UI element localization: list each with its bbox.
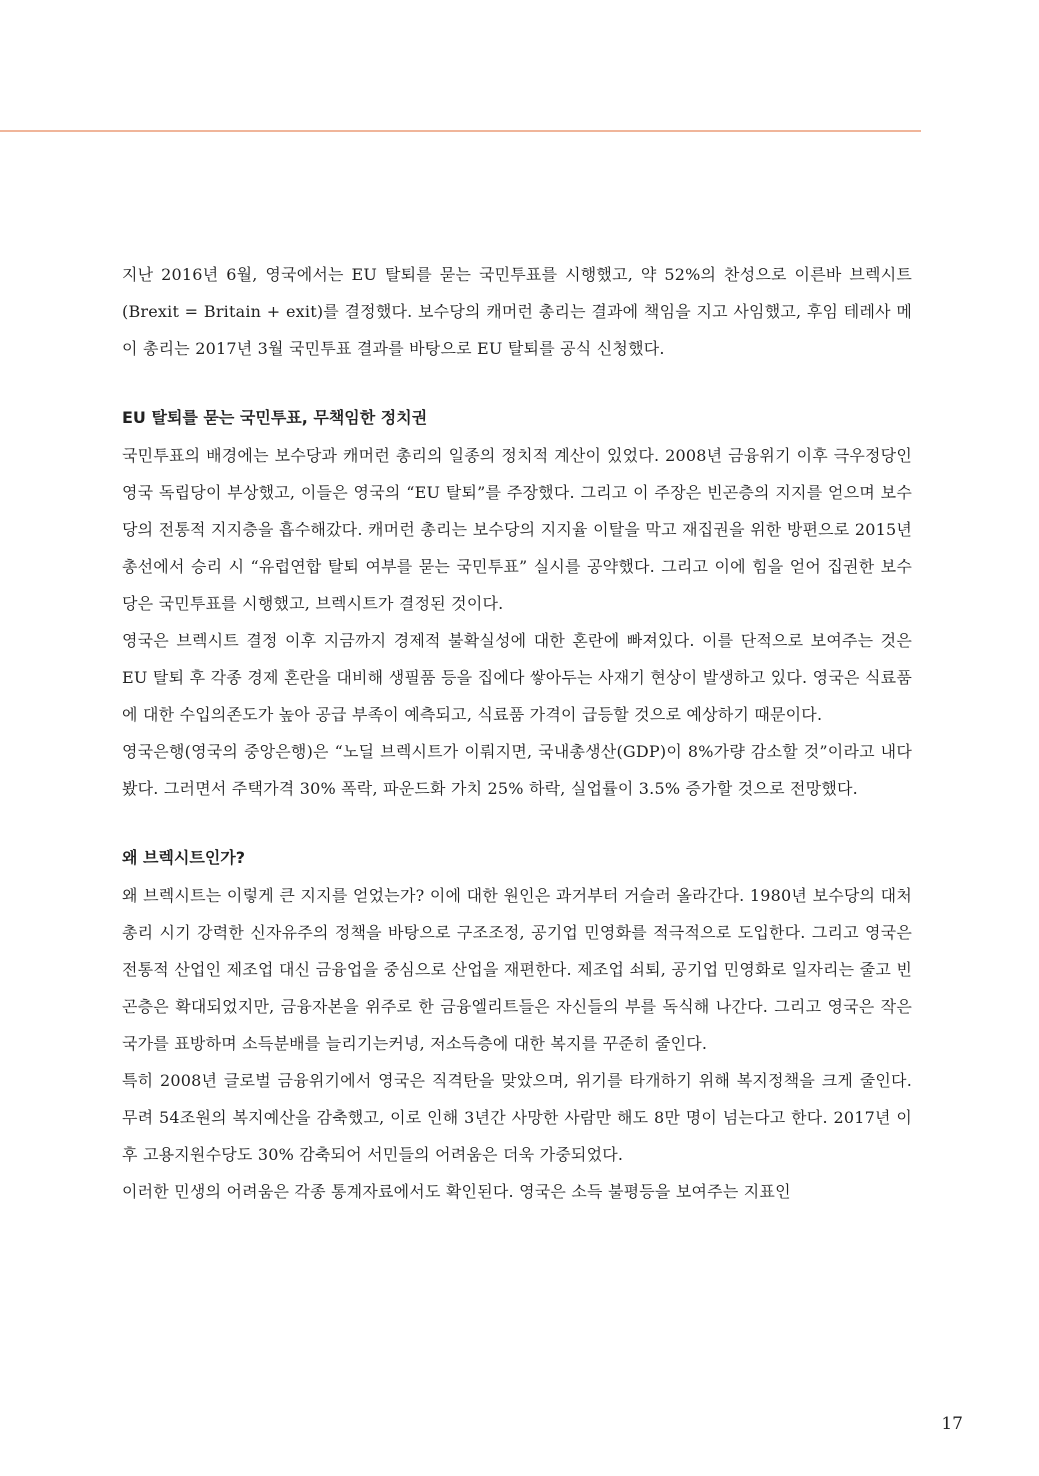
- section2-paragraph-2: 특히 2008년 글로벌 금융위기에서 영국은 직격탄을 맞았으며, 위기를 타개하기 위해 복지정책을 크게 줄인다. 무려 54조원의 복지예산을 감축했고, 이로 인해 3년간 사망한 사람만 해도 8만 명이 넘는다고 한다. 2017년 이후 고용지원수당도 30% 감축되어 서민들의 어려움은 더욱 가중되었다.: [122, 1071, 912, 1164]
- section-heading-why-brexit: 왜 브렉시트인가?: [122, 848, 246, 867]
- article-body: [122, 256, 912, 1210]
- header-rule: [0, 130, 921, 132]
- section2-paragraph-3: 이러한 민생의 어려움은 각종 통계자료에서도 확인된다. 영국은 소득 불평등을 보여주는 지표인: [122, 1182, 791, 1201]
- section1-paragraph-3: 영국은행(영국의 중앙은행)은 “노딜 브렉시트가 이뤄지면, 국내총생산(GDP)이 8%가량 감소할 것”이라고 내다봤다. 그러면서 주택가격 30% 폭락, 파운드화 가치 25% 하락, 실업률이 3.5% 증가할 것으로 전망했다.: [122, 742, 912, 798]
- intro-paragraph: 지난 2016년 6월, 영국에서는 EU 탈퇴를 묻는 국민투표를 시행했고, 약 52%의 찬성으로 이른바 브렉시트 (Brexit = Britain + exit)를 결정했다. 보수당의 캐머런 총리는 결과에 책임을 지고 사임했고, 후임 테레사 메이 총리는 2017년 3월 국민투표 결과를 바탕으로 EU 탈퇴를 공식 신청했다.: [122, 265, 912, 358]
- page-number: 17: [941, 1414, 963, 1434]
- section-heading-eu-referendum: EU 탈퇴를 묻는 국민투표, 무책임한 정치권: [122, 408, 428, 427]
- section1-paragraph-1: 국민투표의 배경에는 보수당과 캐머런 총리의 일종의 정치적 계산이 있었다. 2008년 금융위기 이후 극우정당인 영국 독립당이 부상했고, 이들은 영국의 “EU 탈퇴”를 주장했다. 그리고 이 주장은 빈곤층의 지지를 얻으며 보수당의 전통적 지지층을 흡수해갔다. 캐머런 총리는 보수당의 지지율 이탈을 막고 재집권을 위한 방편으로 2015년 총선에서 승리 시 “유럽연합 탈퇴 여부를 묻는 국민투표” 실시를 공약했다. 그리고 이에 힘을 얻어 집권한 보수당은 국민투표를 시행했고, 브렉시트가 결정된 것이다.: [122, 446, 912, 613]
- section2-paragraph-1: 왜 브렉시트는 이렇게 큰 지지를 얻었는가? 이에 대한 원인은 과거부터 거슬러 올라간다. 1980년 보수당의 대처 총리 시기 강력한 신자유주의 정책을 바탕으로 구조조정, 공기업 민영화를 적극적으로 도입한다. 그리고 영국은 전통적 산업인 제조업 대신 금융업을 중심으로 산업을 재편한다. 제조업 쇠퇴, 공기업 민영화로 일자리는 줄고 빈곤층은 확대되었지만, 금융자본을 위주로 한 금융엘리트들은 자신들의 부를 독식해 나간다. 그리고 영국은 작은 국가를 표방하며 소득분배를 늘리기는커녕, 저소득층에 대한 복지를 꾸준히 줄인다.: [122, 886, 912, 1053]
- section1-paragraph-2: 영국은 브렉시트 결정 이후 지금까지 경제적 불확실성에 대한 혼란에 빠져있다. 이를 단적으로 보여주는 것은 EU 탈퇴 후 각종 경제 혼란을 대비해 생필품 등을 집에다 쌓아두는 사재기 현상이 발생하고 있다. 영국은 식료품에 대한 수입의존도가 높아 공급 부족이 예측되고, 식료품 가격이 급등할 것으로 예상하기 때문이다.: [122, 631, 912, 724]
